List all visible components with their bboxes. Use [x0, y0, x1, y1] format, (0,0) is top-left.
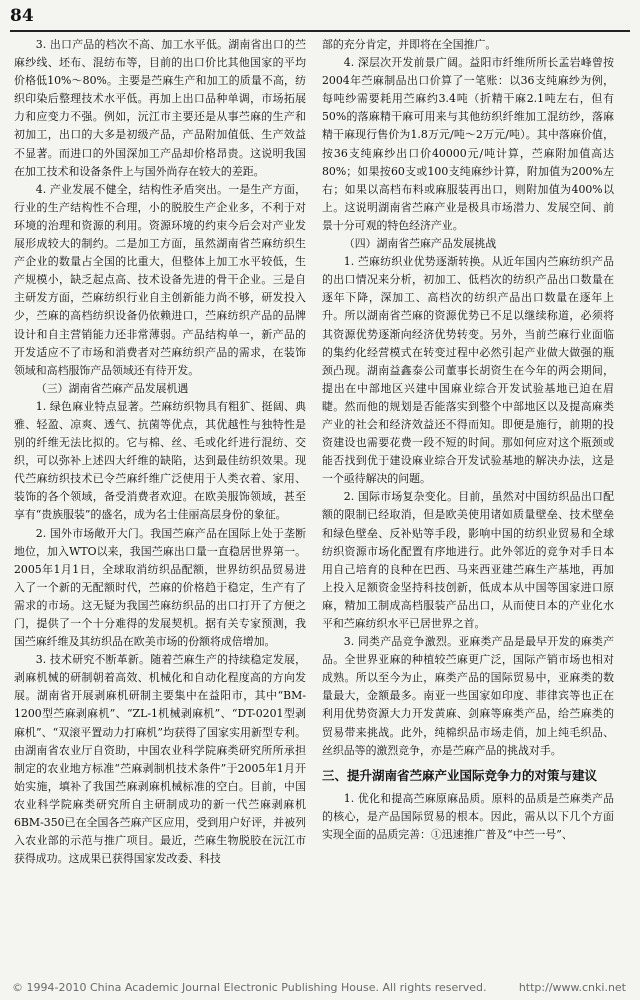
subsection-heading: （三）湖南省苎麻产品发展机遇 — [35, 381, 189, 395]
paragraph: 3. 出口产品的档次不高、加工水平低。湖南省出口的苎麻纱线、坯布、混纺布等，目前的出口价比其他国家的平均价格低10%～80%。主要是苎麻生产和加工的质量不高，纺织印染后整理技术水平低。再加上出口品种单调，市场拓展力和应变力不强。例如，沅江市主要还是从事苎麻的生产和初加工，出口的大多是初级产品，产品附加值低、生产效益不显著。而进口的外国深加工产品却价格昂贵。这说明我国在加工技术和设备条件上与国外尚存在较大的差距。 — [14, 38, 306, 178]
subsection-heading: （四）湖南省苎麻产品发展挑战 — [343, 237, 497, 251]
paragraph: 4. 产业发展不健全，结构性矛盾突出。一是生产方面，行业的生产结构性不合理，小的脱胶生产企业多，不利于对环境的治理和资源的利用。资源环境的约束今后会对产业发展形成较大的制约。二是加工方面，虽然湖南省苎麻纺织生产企业的数量占全国的比重大，但整体上加工水平较低，生产规模小，缺乏起点高、技术设备先进的骨干企业。三是自主研发方面，苎麻纺织行业自主创新能力尚不够，研发投入少，苎麻的高档纺织设备仍依赖进口，苎麻纺织产品的品牌设计和自主营销能力还非常薄弱。产品结构单一，新产品的开发适应不了市场和消费者对苎麻纺织产品的需求，在装饰领域和高档服饰产品领域还有待开发。 — [14, 182, 306, 377]
paragraph: 2. 国际市场复杂变化。目前，虽然对中国纺织品出口配额的限制已经取消，但是欧美使用诸如质量壁垒、技术壁垒和绿色壁垒、反补贴等手段，影响中国的纺织业贸易和全球纺织资源市场化配置有序地进行。此外邻近的竞争对手日本用自己培育的良种在巴西、马来西亚建苎麻生产基地，再加上投入足额资金坚持科技创新，低成本从中国等国家进口原麻，精加工制成高档服装产品出口，从而使日本的产业化水平和苎麻纺织水平已居世界之首。 — [322, 490, 614, 630]
copyright-footer: © 1994-2010 China Academic Journal Electronic Publishing House. All rights reserved. — [12, 981, 487, 994]
paragraph: 4. 深层次开发前景广阔。益阳市纤维所所长孟岩峰曾按2004年苎麻制品出口价算了一笔账：以36支纯麻纱为例，每吨纱需要耗用苎麻约3.4吨（折精干麻2.1吨左右，但有50%的落麻精干麻可用来与其他纺织纤维加工混纺纱，落麻精干麻现行售价为1.8万元/吨～2万元/吨）。其中落麻价值，按36支纯麻纱出口价40000元/吨计算，苎麻附加值高达80%；如果按60支或100支纯麻纱计算，附加值为200%左右；如果以高档布料或麻服装再出口，则附加值为400%以上。这说明湖南省苎麻产业是极具市场潜力、发展空间、前景十分可观的特色经济产业。 — [322, 56, 614, 232]
paragraph: 1. 绿色麻业特点显著。苎麻纺织物具有粗犷、挺阔、典雅、轻盈、凉爽、透气、抗菌等优点，其优越性与独特性是别的纤维无法比拟的。它与棉、丝、毛或化纤进行混纺、交织，可以弥补上述四大纤维的缺陷，达到最佳纺织效果。现代苎麻纺织技术已令苎麻纤维广泛使用于人类衣着、家用、装饰的各个领域，备受消费者欢迎。在欧美服饰领域，甚至享有“贵族服装”的盛名，成为名士佳丽高层身份的象征。 — [14, 399, 306, 522]
paragraph: 1. 优化和提高苎麻原麻品质。原料的品质是苎麻类产品的核心，是产品国际贸易的根本。因此，需从以下几个方面实现全面的品质完善：①迅速推广普及“中苎一号”、 — [322, 791, 614, 841]
footer-url: http://www.cnki.net — [518, 981, 626, 994]
section-title: 三、提升湖南省苎麻产业国际竞争力的对策与建议 — [322, 767, 598, 783]
page-number: 84 — [10, 6, 34, 26]
paragraph: 3. 技术研究不断革新。随着苎麻生产的持续稳定发展，剥麻机械的研制朝着高效、机械化和自动化程度高的方向发展。湖南省开展剥麻机研制主要集中在益阳市，其中“BM-1200型苎麻剥麻机”、“ZL-1机械剥麻机”、“DT-0201型剥麻机”、“双滚平置动力打麻机”均获得了国家实用新型专利。由湖南省农业厅自资助，中国农业科学院麻类研究所所承担制定的农业地方标准“苎麻剥制机技术条件”于2005年1月开始实施，填补了我国苎麻剥麻机械标准的空白。目前，中国农业科学院麻类研究所自主研制成功的新一代苎麻剥麻机6BM-350已在全国各苎麻产区应用，受到用户好评，并被列入农业部的示范与推广项目。最近，苎麻生物脱胶在沅江市获得成功。这成果已获得国家发改委、科技 — [14, 653, 306, 866]
paragraph: 部的充分肯定，并即将在全国推广。 — [322, 38, 497, 51]
right-column — [322, 36, 614, 844]
paragraph: 1. 苎麻纺织业优势逐渐转换。从近年国内苎麻纺织产品的出口情况来分析，初加工、低档次的纺织产品出口数量在逐年下降，深加工、高档次的纺织产品出口数量在逐年上升。所以湖南省苎麻的资源优势已不足以继续称道，必须将其资源优势逐渐向经济优势转变。另外，当前苎麻行业面临的集约化经营模式在转变过程中必然引起产业做大做强的瓶颈凸现。湖南益鑫泰公司董事长胡资生在今年的两会期间，提出在中部地区兴建中国麻业综合开发试验基地已迫在眉睫。然而他的规划是否能落实到整个中部地区以及提高麻类产业的社会和经济效益还不得而知。即便是施行，前期的投资建设也需要花费一段不短的时间。那如何应对这个瓶颈或能否找到优于建设麻业综合开发试验基地的解决办法，这是一个亟待解决的问题。 — [322, 255, 614, 486]
paragraph: 2. 国外市场敞开大门。我国苎麻产品在国际上处于垄断地位，加入WTO以来，我国苎麻出口量一直稳居世界第一。2005年1月1日，全球取消纺织品配额，世界纺织品贸易进入了一个新的无配额时代，苎麻的价格趋于稳定，生产有了需求的市场。这无疑为我国苎麻纺织品的出口打开了方便之门，提供了一个十分难得的发展契机。据有关专家预测，我国苎麻纤维及其纺织品在欧美市场的份额将成倍增加。 — [14, 526, 306, 649]
left-column — [14, 36, 306, 868]
header-rule — [10, 30, 630, 32]
paragraph: 3. 同类产品竞争激烈。亚麻类产品是最早开发的麻类产品。全世界亚麻的种植较苎麻更广泛，国际产销市场也相对成熟。所以至今为止，麻类产品的国际贸易中，亚麻类的数量最大，金额最多。南亚一些国家如印度、菲律宾等也正在利用优势资源大力开发黄麻、剑麻等麻类产品，给苎麻类的贸易带来挑战。此外，纯棉织品市场走俏，加上纯毛织品、丝织品等的激烈竞争，亦是苎麻产品的挑战对手。 — [322, 635, 614, 757]
